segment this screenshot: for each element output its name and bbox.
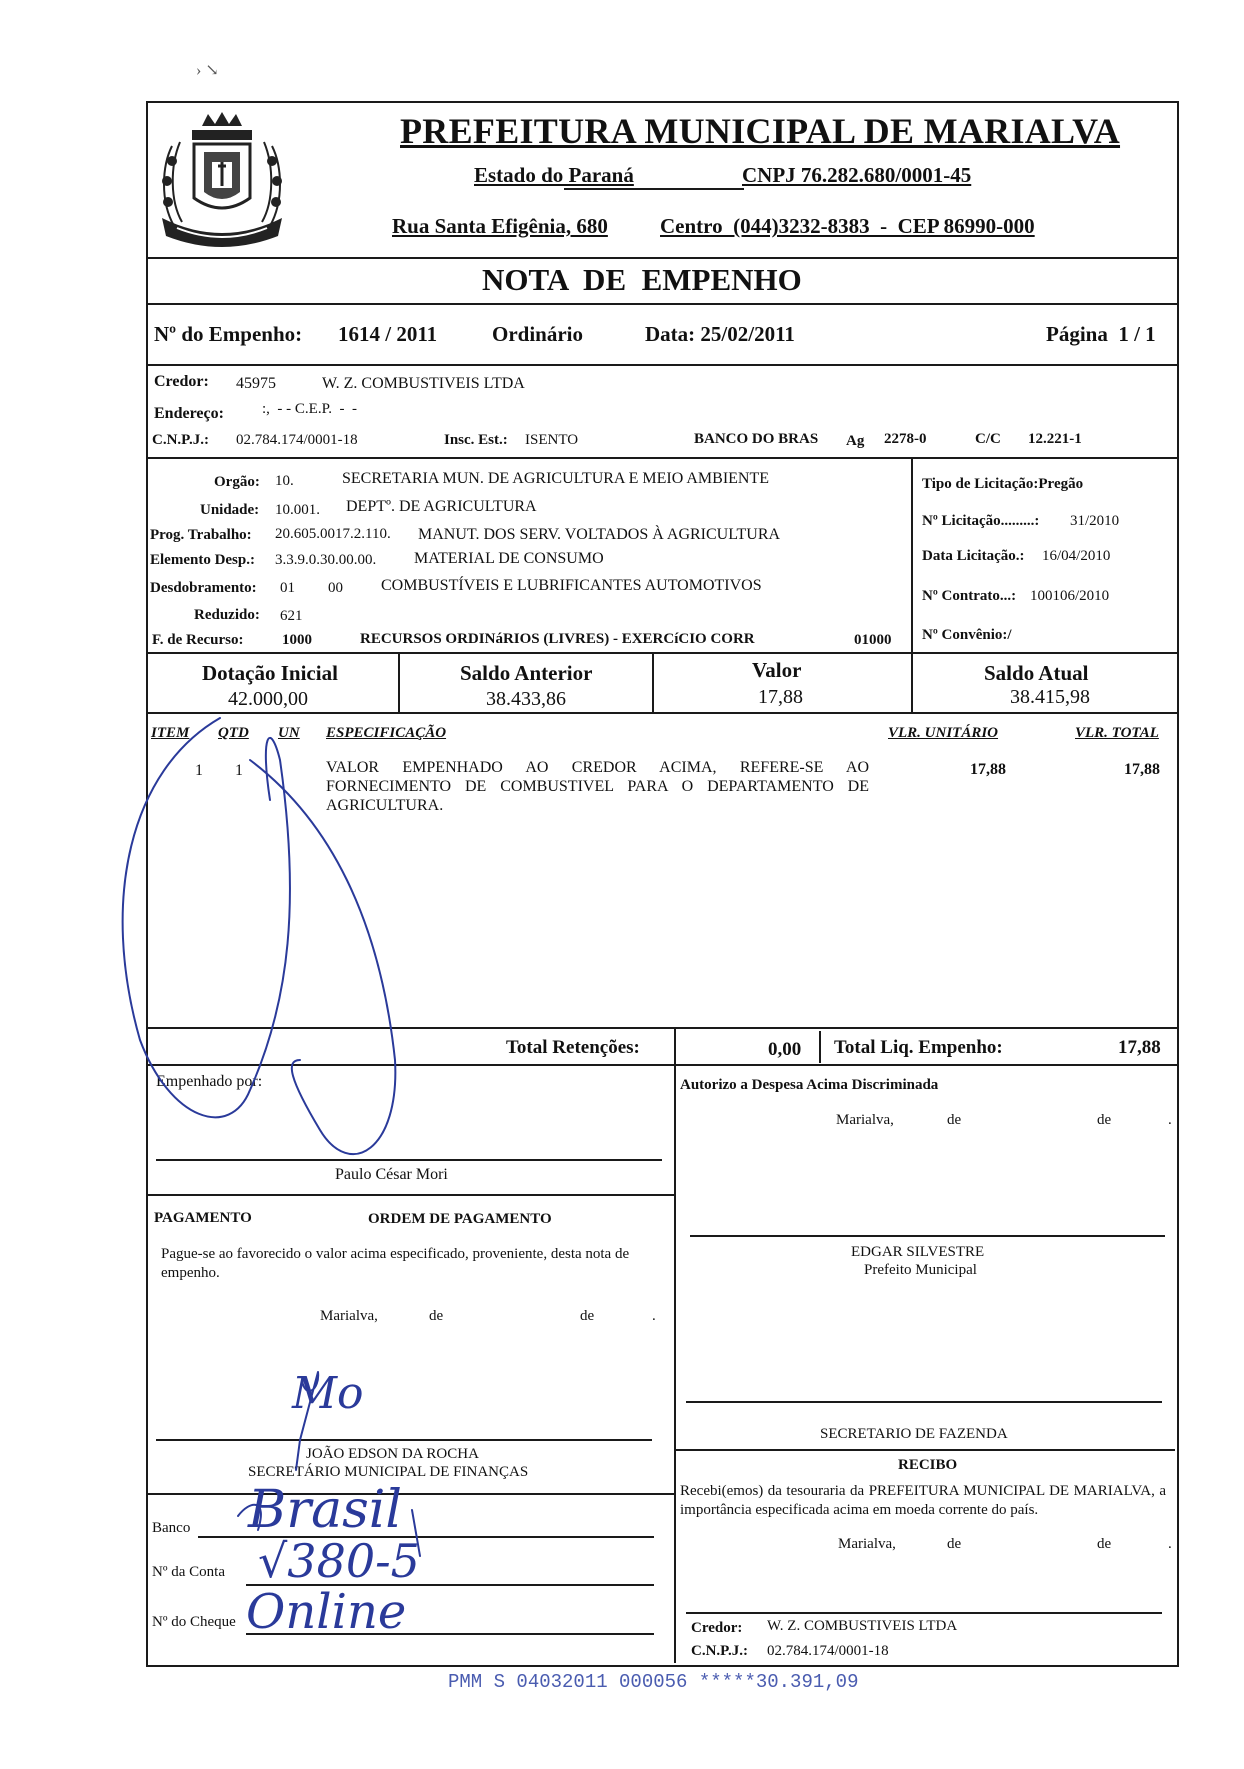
account-label: C/C xyxy=(975,431,1001,447)
empenho-number: 1614 / 2011 xyxy=(338,322,438,346)
recibo-city: Marialva, xyxy=(838,1536,896,1552)
elemento-label: Elemento Desp.: xyxy=(150,552,255,568)
prog-name: MANUT. DOS SERV. VOLTADOS À AGRICULTURA xyxy=(418,526,781,543)
insc-label: Insc. Est.: xyxy=(444,432,508,448)
valor-label: Valor xyxy=(752,658,802,682)
col-qtd-header: QTD xyxy=(218,725,249,741)
pagamento-de1: de xyxy=(429,1308,444,1324)
footer-cnpj: 02.784.174/0001-18 xyxy=(767,1643,889,1659)
saldo-atual-value: 38.415,98 xyxy=(1010,686,1090,708)
numero-licitacao: 31/2010 xyxy=(1070,513,1120,529)
account-number: 12.221-1 xyxy=(1028,431,1082,447)
header-cnpj: CNPJ 76.282.680/0001-45 xyxy=(742,163,972,187)
retencoes-value: 0,00 xyxy=(768,1039,802,1060)
fonte-label: F. de Recurso: xyxy=(152,632,244,648)
col-spec-header: ESPECIFICAÇÃO xyxy=(326,725,447,741)
agency-label: Ag xyxy=(846,433,865,449)
retencoes-label: Total Retenções: xyxy=(506,1037,640,1058)
bank-name: BANCO DO BRAS xyxy=(694,431,819,447)
conta-label: Nº da Conta xyxy=(152,1564,225,1580)
orgao-name: SECRETARIA MUN. DE AGRICULTURA E MEIO AMBIENTE xyxy=(342,470,770,487)
footer-credor-name: W. Z. COMBUSTIVEIS LTDA xyxy=(767,1618,958,1634)
elemento-code: 3.3.9.0.30.00.00. xyxy=(275,552,377,568)
banco-handwritten: Brasil xyxy=(248,1480,403,1540)
footer-cnpj-label: C.N.P.J.: xyxy=(691,1643,748,1659)
data-licitacao: 16/04/2010 xyxy=(1042,548,1111,564)
pagamento-label: PAGAMENTO xyxy=(154,1210,252,1226)
col-un-header: UN xyxy=(278,725,300,741)
prog-label: Prog. Trabalho: xyxy=(150,527,252,543)
recibo-de1: de xyxy=(947,1536,962,1552)
convenio: Nº Convênio:/ xyxy=(922,627,1012,643)
desdobramento-b: 00 xyxy=(328,580,343,596)
financas-role: SECRETÁRIO MUNICIPAL DE FINANÇAS xyxy=(248,1464,529,1480)
orgao-label: Orgão: xyxy=(214,474,260,490)
empenho-label: Nº do Empenho: xyxy=(154,322,303,346)
saldo-anterior-value: 38.433,86 xyxy=(486,688,566,710)
state-name: Estado do Paraná xyxy=(474,163,634,187)
credor-label: Credor: xyxy=(154,373,209,390)
page-number: Página 1 / 1 xyxy=(1046,322,1156,346)
credor-cnpj: 02.784.174/0001-18 xyxy=(236,432,358,448)
autorizo-label: Autorizo a Despesa Acima Discriminada xyxy=(680,1077,939,1093)
autorizo-city: Marialva, xyxy=(836,1112,894,1128)
credor-name: W. Z. COMBUSTIVEIS LTDA xyxy=(322,375,525,392)
unidade-code: 10.001. xyxy=(275,502,320,518)
header-street: Rua Santa Efigênia, 680 xyxy=(392,214,608,238)
valor-value: 17,88 xyxy=(758,686,803,708)
fonte-code: 1000 xyxy=(282,632,312,648)
conta-handwritten: √380-5 xyxy=(258,1534,420,1588)
reduzido-code: 621 xyxy=(280,608,303,624)
endereco-label: Endereço: xyxy=(154,405,224,422)
item-total-value: 17,88 xyxy=(1124,761,1160,778)
pagamento-city: Marialva, xyxy=(320,1308,378,1324)
autorizo-end: . xyxy=(1168,1112,1172,1128)
prefeito-name: EDGAR SILVESTRE xyxy=(851,1244,985,1260)
contrato-label: Nº Contrato...: xyxy=(922,588,1017,604)
empenho-type: Ordinário xyxy=(492,322,584,346)
footer-credor-label: Credor: xyxy=(691,1620,743,1636)
financas-name: JOÃO EDSON DA ROCHA xyxy=(306,1446,479,1462)
header-address: Centro (044)3232-8383 - CEP 86990-000 xyxy=(660,214,1035,238)
liquido-value: 17,88 xyxy=(1118,1037,1161,1058)
cheque-label: Nº do Cheque xyxy=(152,1614,236,1630)
recibo-text: Recebi(emos) da tesouraria da PREFEITURA MUNICIPAL DE MARIALVA, a importância especificada acima em moeda corrente do país. xyxy=(680,1483,1166,1518)
dotacao-label: Dotação Inicial xyxy=(202,661,338,685)
credor-code: 45975 xyxy=(236,375,276,392)
desdobramento-a: 01 xyxy=(280,580,295,596)
unidade-label: Unidade: xyxy=(200,502,260,518)
col-unit-header: VLR. UNITÁRIO xyxy=(888,725,999,741)
unidade-name: DEPTº. DE AGRICULTURA xyxy=(346,498,537,515)
recibo-de2: de xyxy=(1097,1536,1112,1552)
pagamento-text: Pague-se ao favorecido o valor acima especificado, proveniente, desta nota de empenho. xyxy=(161,1246,630,1281)
banco-label: Banco xyxy=(152,1520,191,1536)
elemento-name: MATERIAL DE CONSUMO xyxy=(414,550,604,567)
credor-cnpj-label: C.N.P.J.: xyxy=(152,432,209,448)
document-title: NOTA DE EMPENHO xyxy=(482,262,802,297)
autorizo-de2: de xyxy=(1097,1112,1112,1128)
cheque-handwritten: Online xyxy=(246,1584,407,1640)
payment-stamp: PMM S 04032011 000056 *****30.391,09 xyxy=(448,1671,859,1693)
endereco-value: :, - - C.E.P. - - xyxy=(262,401,357,417)
contrato-number: 100106/2010 xyxy=(1030,588,1110,604)
numero-licitacao-label: Nº Licitação.........: xyxy=(922,513,1040,529)
item-qty: 1 xyxy=(235,762,243,779)
pagamento-de2: de xyxy=(580,1308,595,1324)
liquido-label: Total Liq. Empenho: xyxy=(834,1037,1003,1058)
desdobramento-label: Desdobramento: xyxy=(150,580,257,596)
tipo-licitacao: Tipo de Licitação:Pregão xyxy=(922,476,1084,492)
ordem-pagamento: ORDEM DE PAGAMENTO xyxy=(368,1211,552,1227)
prefeitura-title: PREFEITURA MUNICIPAL DE MARIALVA xyxy=(400,111,1121,151)
recibo-title: RECIBO xyxy=(898,1457,958,1473)
reduzido-label: Reduzido: xyxy=(194,607,260,623)
dotacao-value: 42.000,00 xyxy=(228,688,308,710)
desdobramento-name: COMBUSTÍVEIS E LUBRIFICANTES AUTOMOTIVOS xyxy=(381,577,762,594)
data-licitacao-label: Data Licitação.: xyxy=(922,548,1025,564)
item-number: 1 xyxy=(195,762,203,779)
empenhado-name: Paulo César Mori xyxy=(335,1166,448,1183)
fonte-number: 01000 xyxy=(854,632,892,648)
fazenda-role: SECRETARIO DE FAZENDA xyxy=(820,1426,1008,1442)
col-item-header: ITEM xyxy=(151,725,190,741)
financas-initials: Mo xyxy=(292,1368,364,1419)
empenho-date: Data: 25/02/2011 xyxy=(645,322,795,346)
fonte-name: RECURSOS ORDINáRIOS (LIVRES) - EXERCíCIO CORR xyxy=(360,631,755,647)
prefeito-role: Prefeito Municipal xyxy=(864,1262,977,1278)
item-unit-value: 17,88 xyxy=(970,761,1006,778)
insc-value: ISENTO xyxy=(525,432,579,448)
prog-code: 20.605.0017.2.110. xyxy=(275,526,391,542)
orgao-code: 10. xyxy=(275,473,294,489)
agency-number: 2278-0 xyxy=(884,431,927,447)
corner-marks: › ↘ xyxy=(196,62,219,79)
col-total-header: VLR. TOTAL xyxy=(1075,725,1159,741)
saldo-anterior-label: Saldo Anterior xyxy=(460,661,593,685)
item-description: VALOR EMPENHADO AO CREDOR ACIMA, REFERE-SE AO FORNECIMENTO DE COMBUSTIVEL PARA O DEPARTAMENTO DE AGRICULTURA. xyxy=(326,759,869,814)
autorizo-de1: de xyxy=(947,1112,962,1128)
empenhado-label: Empenhado por: xyxy=(156,1073,263,1090)
recibo-end: . xyxy=(1168,1536,1172,1552)
saldo-atual-label: Saldo Atual xyxy=(984,661,1089,685)
pagamento-end: . xyxy=(652,1308,656,1324)
